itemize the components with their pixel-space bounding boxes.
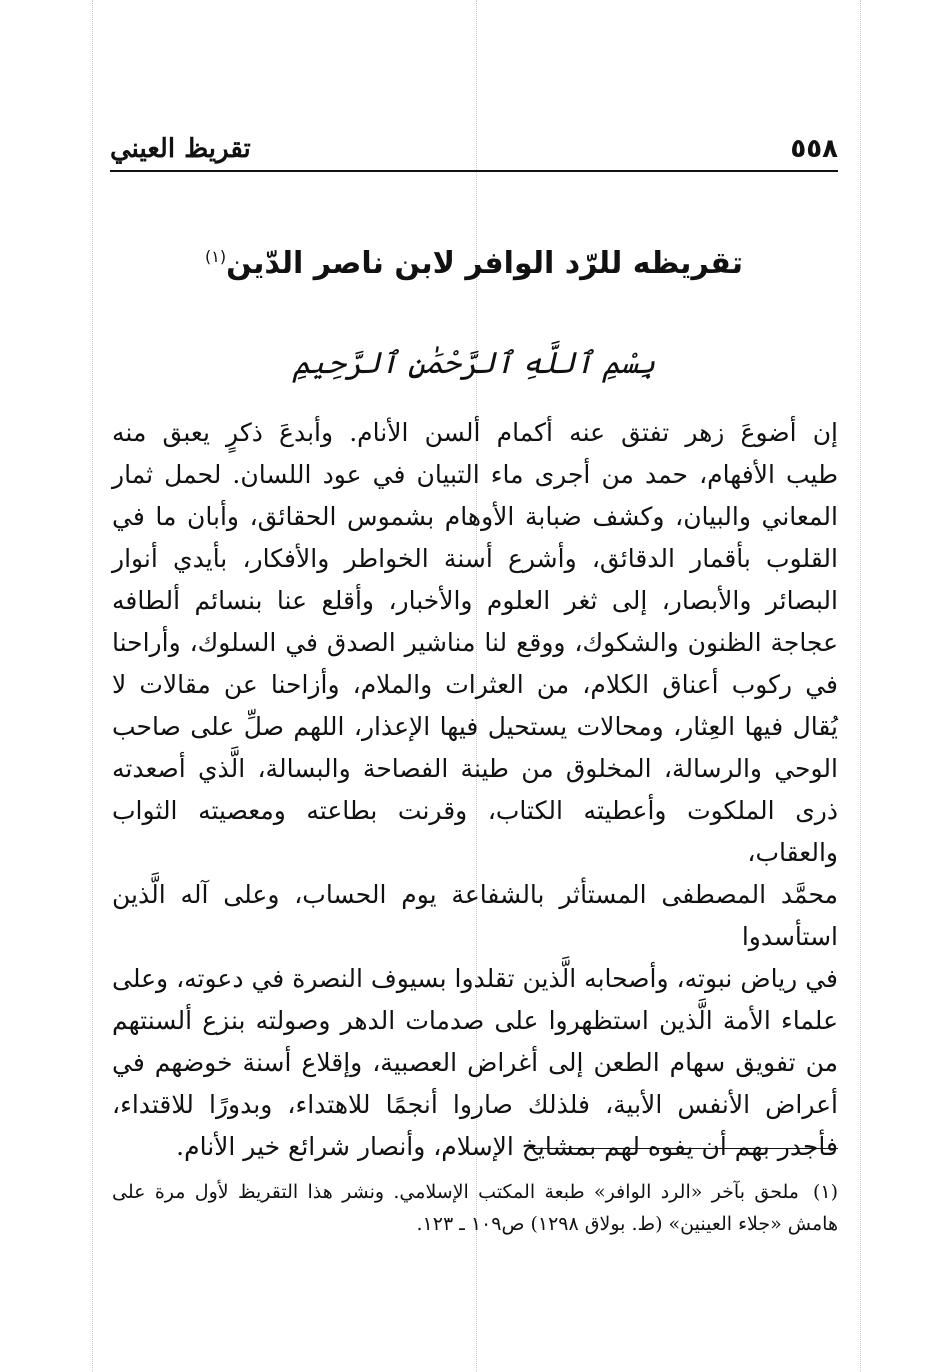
- footnote-divider: [530, 1148, 838, 1149]
- footnote-text: ملحق بآخر «الرد الوافر» طبعة المكتب الإسلامي. ونشر هذا التقريظ لأول مرة على هامش «جلاء العينين» (ط. بولاق ١٢٩٨) ص١٠٩ ـ ١٢٣.: [112, 1181, 838, 1235]
- body-line: فأجدر بهم أن يفوه لهم بمشايخ الإسلام، وأنصار شرائع خير الأنام.: [176, 1132, 838, 1161]
- body-line: أعراض الأنفس الأبية، فلذلك صاروا أنجمًا للاهتداء، وبدورًا للاقتداء،: [112, 1090, 838, 1119]
- scan-guide-line: [92, 0, 93, 1372]
- footnote-reference: (١): [205, 247, 227, 266]
- page-number: ٥٥٨: [790, 134, 838, 164]
- body-line: ذرى الملكوت وأعطيته الكتاب، وقرنت بطاعته ومعصيته الثواب والعقاب،: [112, 796, 838, 867]
- body-line: القلوب بأقمار الدقائق، وأشرع أسنة الخواطر والأفكار، بأيدي أنوار: [112, 544, 838, 573]
- body-line: المعاني والبيان، وكشف ضبابة الأوهام بشموس الحقائق، وأبان ما في: [112, 502, 838, 531]
- section-title: تقريظه للرّد الوافر لابن ناصر الدّين: [226, 246, 743, 281]
- footnote: [112, 1176, 838, 1240]
- footnote-mark: (١): [812, 1181, 838, 1203]
- body-line: الوحي والرسالة، المخلوق من طينة الفصاحة والبسالة، الَّذي أصعدته: [112, 754, 838, 783]
- scan-guide-line: [860, 0, 861, 1372]
- body-line: طيب الأفهام، حمد من أجرى ماء التبيان في عود اللسان. لحمل ثمار: [112, 460, 838, 489]
- body-line: عجاجة الظنون والشكوك، ووقع لنا مناشير الصدق في السلوك، وأراحنا: [112, 628, 838, 657]
- body-line: علماء الأمة الَّذين استظهروا على صدمات الدهر وصولته بنزع ألسنتهم: [112, 1006, 838, 1035]
- running-header: [110, 128, 838, 172]
- running-title: تقريظ العيني: [110, 134, 251, 164]
- body-line: إن أضوعَ زهر تفتق عنه أكمام ألسن الأنام. وأبدعَ ذكرٍ يعبق منه: [112, 418, 838, 447]
- body-line: يُقال فيها العِثار، ومحالات يستحيل فيها الإعذار، اللهم صلِّ على صاحب: [112, 712, 838, 741]
- body-text: [112, 412, 838, 1168]
- section-heading: [110, 246, 838, 281]
- body-line: من تفويق سهام الطعن إلى أغراض العصبية، وإقلاع أسنة خوضهم في: [112, 1048, 838, 1077]
- body-line: البصائر والأبصار، إلى ثغر العلوم والأخبار، وأقلع عنا بنسائم ألطافه: [112, 586, 839, 615]
- body-line: في رياض نبوته، وأصحابه الَّذين تقلدوا بسيوف النصرة في دعوته، وعلى: [112, 964, 838, 993]
- body-line: في ركوب أعناق الكلام، من العثرات والملام، وأزاحنا عن مقالات لا: [112, 670, 838, 699]
- body-line: محمَّد المصطفى المستأثر بالشفاعة يوم الحساب، وعلى آله الَّذين استأسدوا: [112, 880, 838, 951]
- basmala: بِسْمِ ٱللَّهِ ٱلرَّحْمَٰنِ ٱلرَّحِيمِ: [292, 346, 656, 381]
